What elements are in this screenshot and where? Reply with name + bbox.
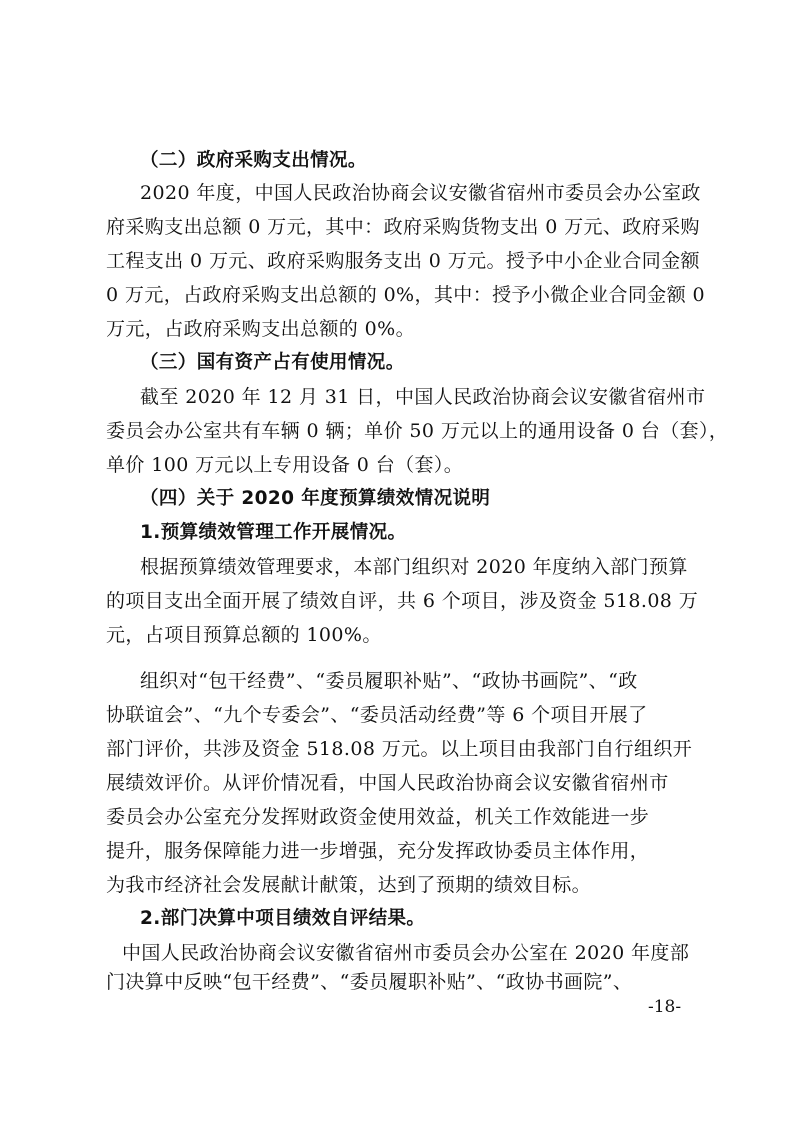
text-line: 府采购支出总额 0 万元，其中：政府采购货物支出 0 万元、政府采购 [106,216,700,238]
text-line: 工程支出 0 万元、政府采购服务支出 0 万元。授予中小企业合同金额 [106,250,700,272]
text-line: 提升，服务保障能力进一步增强，充分发挥政协委员主体作用， [106,840,650,862]
text-line: 委员会办公室充分发挥财政资金使用效益，机关工作效能进一步 [106,806,650,828]
text-line: 万元，占政府采购支出总额的 0%。 [106,318,415,340]
heading-state-assets: （三）国有资产占有使用情况。 [140,352,405,373]
text-line: 2020 年度，中国人民政治协商会议安徽省宿州市委员会办公室政 [140,182,701,204]
text-line: 中国人民政治协商会议安徽省宿州市委员会办公室在 2020 年度部 [122,942,690,964]
subheading-self-evaluation-results: 2.部门决算中项目绩效自评结果。 [140,908,426,929]
heading-budget-performance: （四）关于 2020 年度预算绩效情况说明 [140,488,491,509]
text-line: 组织对“包干经费”、“委员履职补贴”、“政协书画院”、“政 [140,670,638,692]
text-line: 为我市经济社会发展献计献策，达到了预期的绩效目标。 [106,874,592,896]
text-line: 委员会办公室共有车辆 0 辆；单价 50 万元以上的通用设备 0 台（套）， [106,420,729,442]
text-line: 展绩效评价。从评价情况看，中国人民政治协商会议安徽省宿州市 [106,772,669,794]
text-line: 部门评价，共涉及资金 518.08 万元。以上项目由我部门自行组织开 [106,738,693,760]
text-line: 截至 2020 年 12 月 31 日，中国人民政治协商会议安徽省宿州市 [140,386,706,408]
text-line: 单价 100 万元以上专用设备 0 台（套）。 [106,454,464,476]
text-line: 根据预算绩效管理要求，本部门组织对 2020 年度纳入部门预算 [140,556,688,578]
text-line: 0 万元，占政府采购支出总额的 0%，其中：授予小微企业合同金额 0 [106,284,706,306]
subheading-performance-management: 1.预算绩效管理工作开展情况。 [140,522,407,543]
text-line: 协联谊会”、“九个专委会”、“委员活动经费”等 6 个项目开展了 [106,704,648,726]
text-line: 门决算中反映“包干经费”、“委员履职补贴”、“政协书画院”、 [106,971,633,993]
text-line: 元，占项目预算总额的 100%。 [106,624,382,646]
heading-government-procurement: （二）政府采购支出情况。 [140,150,367,171]
text-line: 的项目支出全面开展了绩效自评，共 6 个项目，涉及资金 518.08 万 [106,590,699,612]
page-number: -18- [648,997,682,1017]
